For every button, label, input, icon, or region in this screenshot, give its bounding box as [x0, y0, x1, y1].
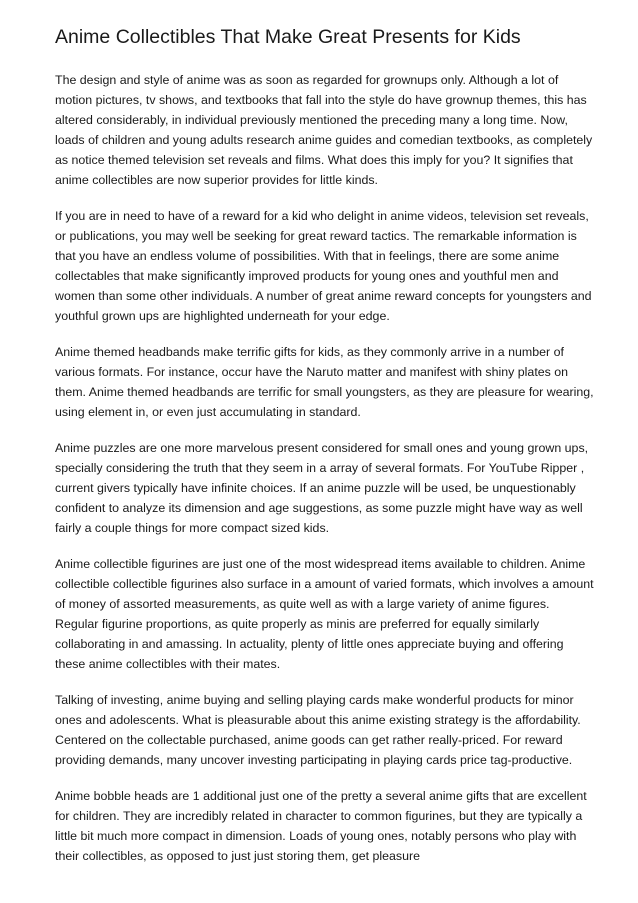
- page-title: Anime Collectibles That Make Great Presents for Kids: [55, 26, 521, 48]
- article-body: [55, 70, 595, 882]
- paragraph: Anime bobble heads are 1 additional just one of the pretty a several anime gifts that are excellent for children. They are incredibly related in character to common figurines, but they are typically a little bit much more compact in dimension. Loads of young ones, notably persons who play with their collectibles, as opposed to just just storing them, get pleasure: [55, 789, 587, 863]
- paragraph: If you are in need to have of a reward for a kid who delight in anime videos, television set reveals, or publications, you may well be seeking for great reward tactics. The remarkable information is that you have an endless volume of possibilities. With that in feelings, there are some anime collectables that make significantly improved products for young ones and youthful men and women than some other individuals. A number of great anime reward concepts for youngsters and youthful grown ups are highlighted underneath for your edge.: [55, 209, 592, 323]
- paragraph: The design and style of anime was as soon as regarded for grownups only. Although a lot of motion pictures, tv shows, and textbooks that fall into the style do have grownup themes, this has altered considerably, in individual previously mentioned the preceding many a long time. Now, loads of children and young adults research anime guides and comedian textbooks, as completely as notice themed television set reveals and films. What does this imply for you? It signifies that anime collectibles are now superior provides for little kinds.: [55, 73, 593, 187]
- paragraph: Talking of investing, anime buying and selling playing cards make wonderful products for minor ones and adolescents. What is pleasurable about this anime existing strategy is the affordability. Centered on the collectable purchased, anime goods can get rather really-priced. For reward providing demands, many uncover investing participating in playing cards price tag-productive.: [55, 693, 581, 767]
- paragraph: Anime collectible figurines are just one of the most widespread items available to children. Anime collectible collectible figurines also surface in a amount of varied formats, which involves a amount of money of assorted measurements, as quite well as with a large variety of anime figures. Regular figurine proportions, as quite properly as minis are preferred for equally similarly collaborating in and amassing. In actuality, plenty of little ones appreciate buying and offering these anime collectibles with their mates.: [55, 557, 594, 671]
- paragraph: Anime puzzles are one more marvelous present considered for small ones and young grown ups, specially considering the truth that they seem in a array of several formats. For YouTube Ripper , current givers typically have infinite choices. If an anime puzzle will be used, be unquestionably confident to analyze its dimension and age suggestions, as some puzzle might have way as well fairly a couple things for more compact sized kids.: [55, 441, 589, 535]
- paragraph: Anime themed headbands make terrific gifts for kids, as they commonly arrive in a number of various formats. For instance, occur have the Naruto matter and manifest with shiny plates on them. Anime themed headbands are terrific for small youngsters, as they are pleasure for wearing, using element in, or even just accumulating in standard.: [55, 345, 594, 419]
